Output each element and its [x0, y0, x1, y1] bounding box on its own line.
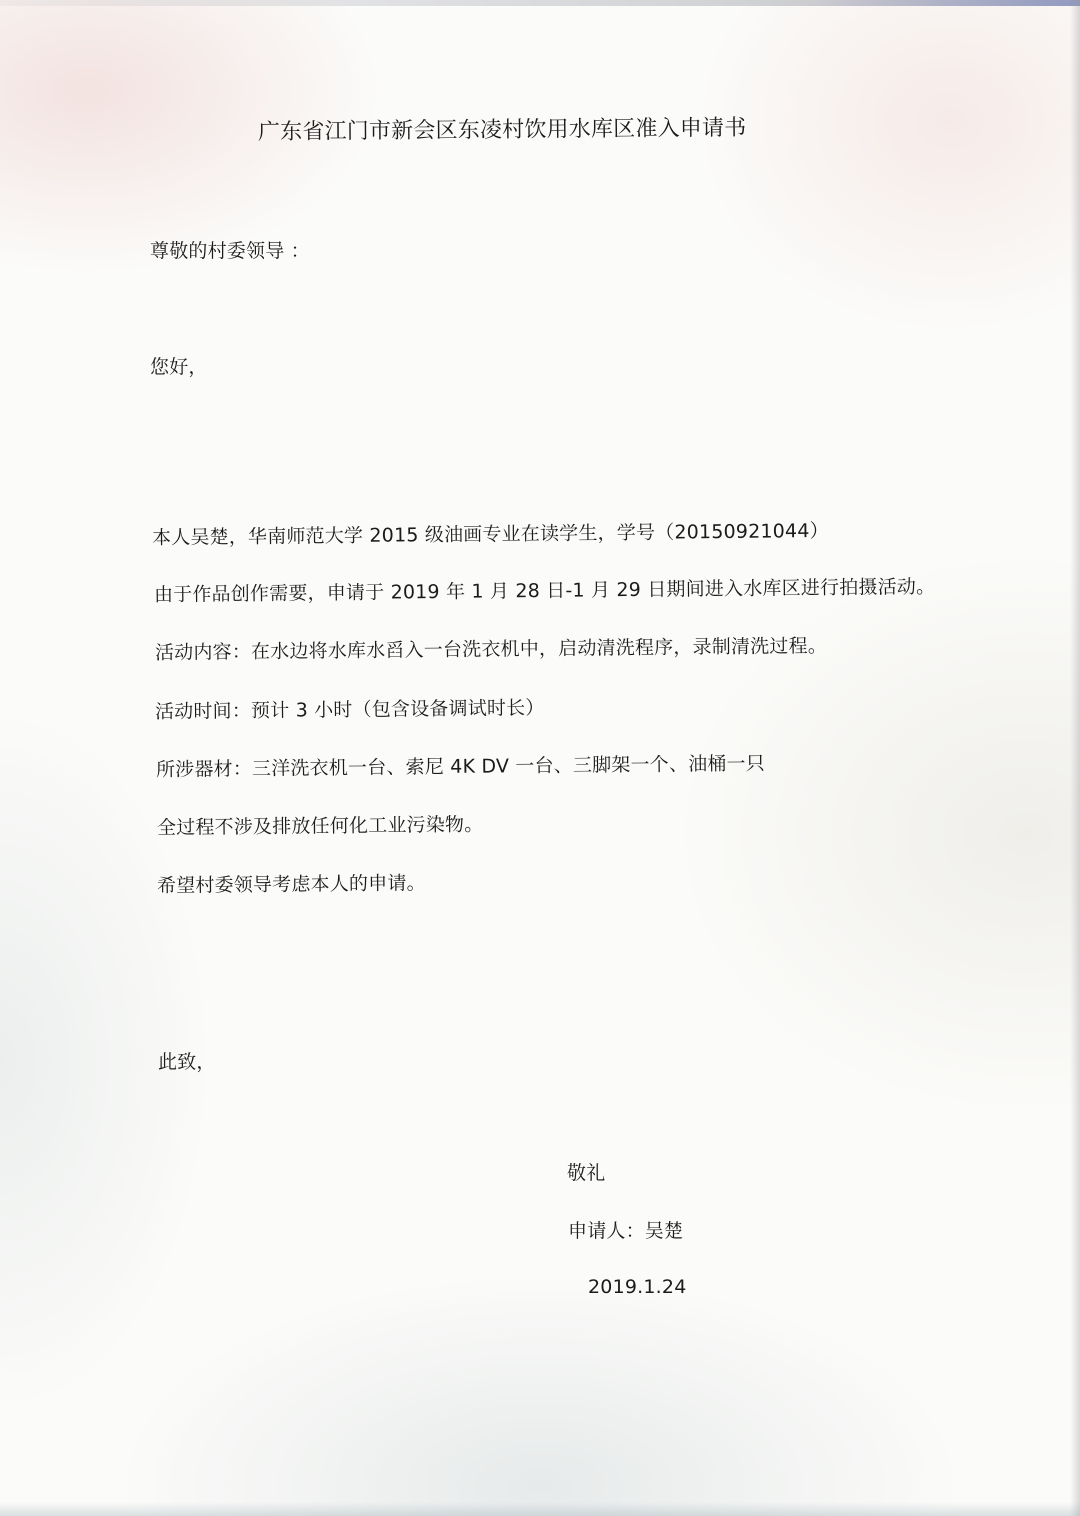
scan-edge-bottom — [0, 1502, 1080, 1516]
body-line-activity-time: 活动时间：预计 3 小时（包含设备调试时长） — [154, 696, 545, 723]
applicant-signature: 申请人：吴楚 — [568, 1220, 684, 1242]
closing: 此致， — [158, 1051, 216, 1073]
body-line-activity-content: 活动内容：在水边将水库水舀入一台洗衣机中，启动清洗程序，录制清洗过程。 — [154, 634, 828, 664]
scan-edge-right — [1070, 0, 1080, 1516]
greeting: 您好， — [150, 356, 208, 378]
regards: 敬礼 — [567, 1162, 606, 1184]
document-title: 广东省江门市新会区东凌村饮用水库区准入申请书 — [257, 115, 747, 145]
document-date: 2019.1.24 — [588, 1276, 687, 1298]
body-line-request: 希望村委领导考虑本人的申请。 — [156, 872, 426, 897]
scan-edge-top — [0, 0, 1080, 6]
salutation: 尊敬的村委领导 ： — [150, 240, 310, 262]
body-line-no-pollution: 全过程不涉及排放任何化工业污染物。 — [156, 813, 484, 839]
body-line-purpose: 由于作品创作需要，申请于 2019 年 1 月 28 日-1 月 29 日期间进入水库区进行拍摄活动。 — [153, 575, 936, 606]
body-line-intro: 本人吴楚，华南师范大学 2015 级油画专业在读学生，学号（20150921044） — [151, 519, 829, 549]
body-line-equipment: 所涉器材：三洋洗衣机一台、索尼 4K DV 一台、三脚架一个、油桶一只 — [155, 752, 766, 781]
